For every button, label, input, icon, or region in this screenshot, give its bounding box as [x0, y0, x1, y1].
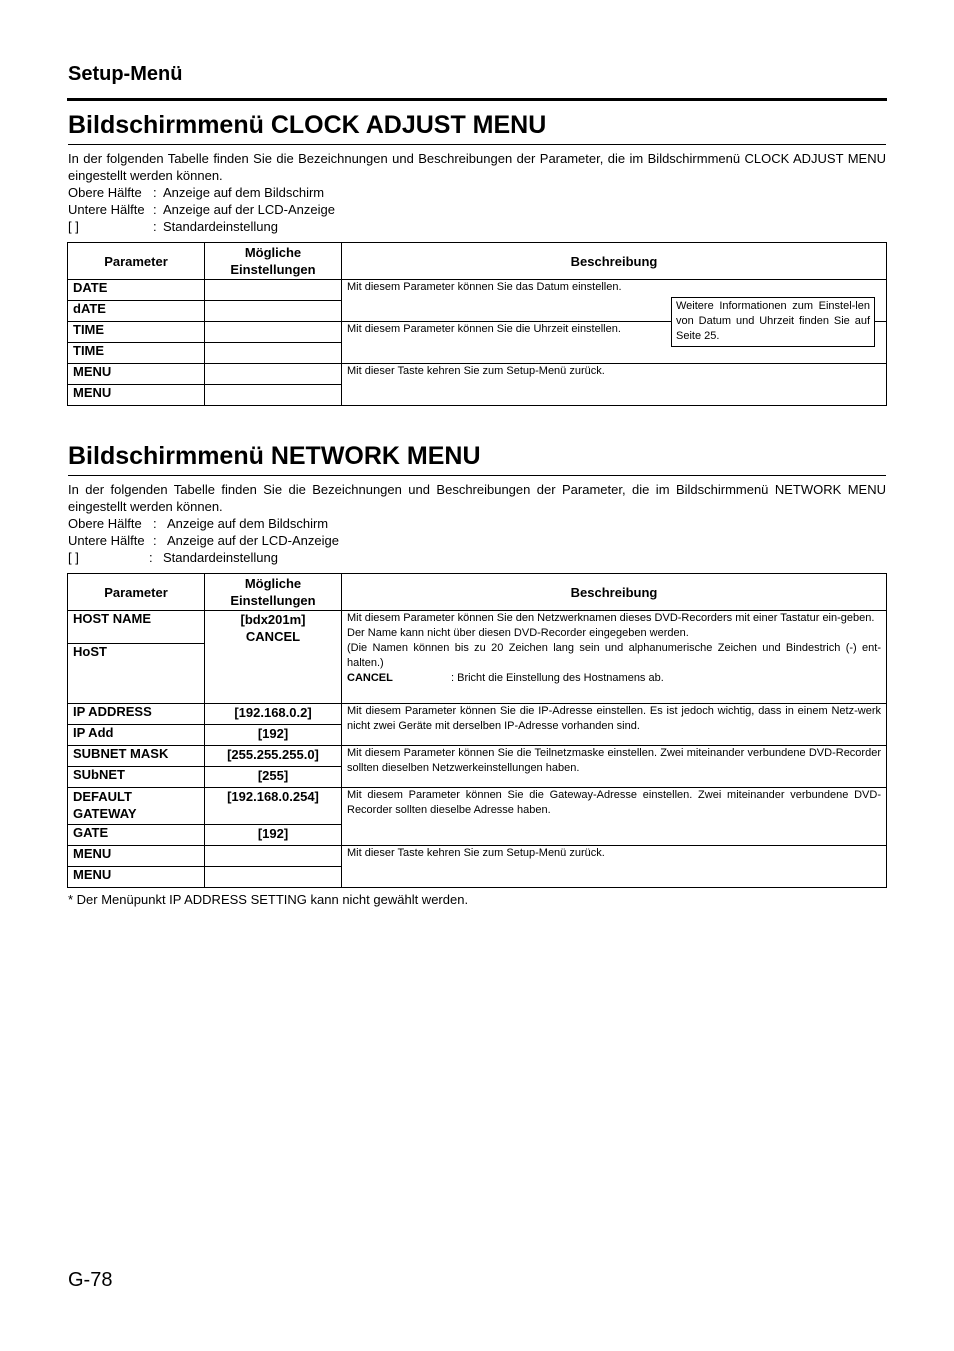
- legend-sep: :: [153, 219, 157, 234]
- value-top: [192.168.0.2]: [205, 704, 342, 725]
- legend-key: [ ]: [68, 550, 79, 565]
- desc-text: (Die Namen können bis zu 20 Zeichen lang sein und alphanumerische Zeichen und Bindestrich (-) ent-halten.): [347, 642, 881, 669]
- legend-value: Anzeige auf dem Bildschirm: [163, 185, 325, 200]
- network-title: Bildschirmmenü NETWORK MENU: [68, 441, 886, 476]
- desc-text: Mit dieser Taste kehren Sie zum Setup-Menü zurück.: [347, 847, 605, 859]
- value-bottom: [205, 867, 342, 888]
- value-top: [205, 846, 342, 867]
- section-label: Setup-Menü: [68, 63, 183, 85]
- header-settings: Mögliche Einstellungen: [205, 574, 342, 611]
- clock-legend: [68, 184, 335, 235]
- legend-value: Anzeige auf der LCD-Anzeige: [163, 202, 335, 217]
- header-parameter: Parameter: [68, 243, 205, 280]
- legend-value: Anzeige auf der LCD-Anzeige: [167, 533, 339, 548]
- param-bottom: MENU: [68, 867, 205, 888]
- desc-text: Mit dieser Taste kehren Sie zum Setup-Menü zurück.: [347, 365, 605, 377]
- param-top: MENU: [68, 364, 205, 385]
- legend-sep: :: [153, 516, 157, 531]
- legend-sep: :: [153, 185, 157, 200]
- param-bottom: GATE: [68, 825, 205, 846]
- desc-text: Mit diesem Parameter können Sie die Teilnetzmaske einstellen. Zwei miteinander verbundene DVD-Recorder sollten dieselben Netzwerkeinstellungen haben.: [347, 747, 881, 774]
- header-description: Beschreibung: [342, 243, 887, 280]
- network-table: [67, 573, 887, 888]
- clock-intro: In der folgenden Tabelle finden Sie die Bezeichnungen und Beschreibungen der Parameter, die im Bildschirmmenü CLOCK ADJUST MENU eingestellt werden können.: [68, 151, 886, 183]
- desc-text: Mit diesem Parameter können Sie das Datum einstellen.: [347, 281, 622, 293]
- legend-key: Untere Hälfte: [68, 202, 145, 217]
- desc-cell: [342, 788, 887, 846]
- param-top: HOST NAME: [68, 611, 205, 644]
- desc-cell: [342, 704, 887, 746]
- param-top: SUBNET MASK: [68, 746, 205, 767]
- value-cell: [205, 385, 342, 406]
- desc-text: Der Name kann nicht über diesen DVD-Recorder eingegeben werden.: [347, 627, 689, 639]
- param-top: [68, 788, 205, 825]
- param-bottom: TIME: [68, 343, 205, 364]
- desc-text: Mit diesem Parameter können Sie die Gateway-Adresse einstellen. Zwei miteinander verbundene DVD-Recorder sollten dieselbe Adresse haben.: [347, 789, 881, 816]
- desc-cell: [342, 846, 887, 888]
- param-bottom: dATE: [68, 301, 205, 322]
- param-bottom: MENU: [68, 385, 205, 406]
- page-number: G-78: [68, 1269, 113, 1291]
- param-bottom: HoST: [68, 644, 205, 704]
- footnote: * Der Menüpunkt IP ADDRESS SETTING kann nicht gewählt werden.: [68, 892, 469, 907]
- param-bottom: IP Add: [68, 725, 205, 746]
- value-bottom: [192]: [205, 725, 342, 746]
- param-top: DATE: [68, 280, 205, 301]
- desc-cell: [342, 746, 887, 788]
- param-top: MENU: [68, 846, 205, 867]
- legend-value: Standardeinstellung: [163, 550, 278, 565]
- legend-sep: :: [153, 533, 157, 548]
- value-cell: [205, 280, 342, 301]
- value-bottom: CANCEL: [245, 629, 301, 644]
- network-intro: In der folgenden Tabelle finden Sie die Bezeichnungen und Beschreibungen der Parameter, die im Bildschirmmenü NETWORK MENU eingestellt werden können.: [68, 482, 886, 514]
- value-top: [192.168.0.254]: [205, 788, 342, 825]
- desc-text: Mit diesem Parameter können Sie die IP-Adresse einstellen. Es ist jedoch wichtig, dass in einem Netz-werk nicht zwei Geräte mit derselben IP-Adresse vorhanden sind.: [347, 705, 881, 732]
- desc-text: Mit diesem Parameter können Sie den Netzwerknamen dieses DVD-Recorders mit einer Tastatur ein-geben.: [347, 612, 875, 624]
- legend-key: Obere Hälfte: [68, 185, 142, 200]
- legend-key: Untere Hälfte: [68, 533, 145, 548]
- param-top-text: DEFAULT GATEWAY: [73, 789, 137, 821]
- clock-title: Bildschirmmenü CLOCK ADJUST MENU: [68, 110, 886, 145]
- value-cell: [205, 611, 342, 704]
- legend-value: Standardeinstellung: [163, 219, 278, 234]
- value-top: [255.255.255.0]: [205, 746, 342, 767]
- value-top: [bdx201m]: [240, 612, 306, 627]
- cancel-line: [347, 671, 881, 686]
- value-bottom: [192]: [205, 825, 342, 846]
- clock-note-box: Weitere Informationen zum Einstel-len von Datum und Uhrzeit finden Sie auf Seite 25.: [671, 297, 875, 347]
- desc-cell: [342, 611, 887, 704]
- legend-value: Anzeige auf dem Bildschirm: [167, 516, 329, 531]
- value-cell: [205, 301, 342, 322]
- value-cell: [205, 343, 342, 364]
- desc-cell: [342, 364, 887, 406]
- value-cell: [205, 364, 342, 385]
- legend-sep: :: [153, 202, 157, 217]
- desc-text: Mit diesem Parameter können Sie die Uhrzeit einstellen.: [347, 323, 621, 335]
- param-bottom: SUbNET: [68, 767, 205, 788]
- legend-key: [ ]: [68, 219, 79, 234]
- header-parameter: Parameter: [68, 574, 205, 611]
- value-cell: [205, 322, 342, 343]
- legend-sep: :: [149, 550, 153, 565]
- top-rule: [67, 98, 887, 101]
- legend-key: Obere Hälfte: [68, 516, 142, 531]
- network-legend: [68, 515, 339, 566]
- header-description: Beschreibung: [342, 574, 887, 611]
- cancel-key: CANCEL: [347, 672, 393, 684]
- param-top: TIME: [68, 322, 205, 343]
- header-settings: Mögliche Einstellungen: [205, 243, 342, 280]
- cancel-desc: : Bricht die Einstellung des Hostnamens ab.: [451, 672, 664, 684]
- value-bottom: [255]: [205, 767, 342, 788]
- param-top: IP ADDRESS: [68, 704, 205, 725]
